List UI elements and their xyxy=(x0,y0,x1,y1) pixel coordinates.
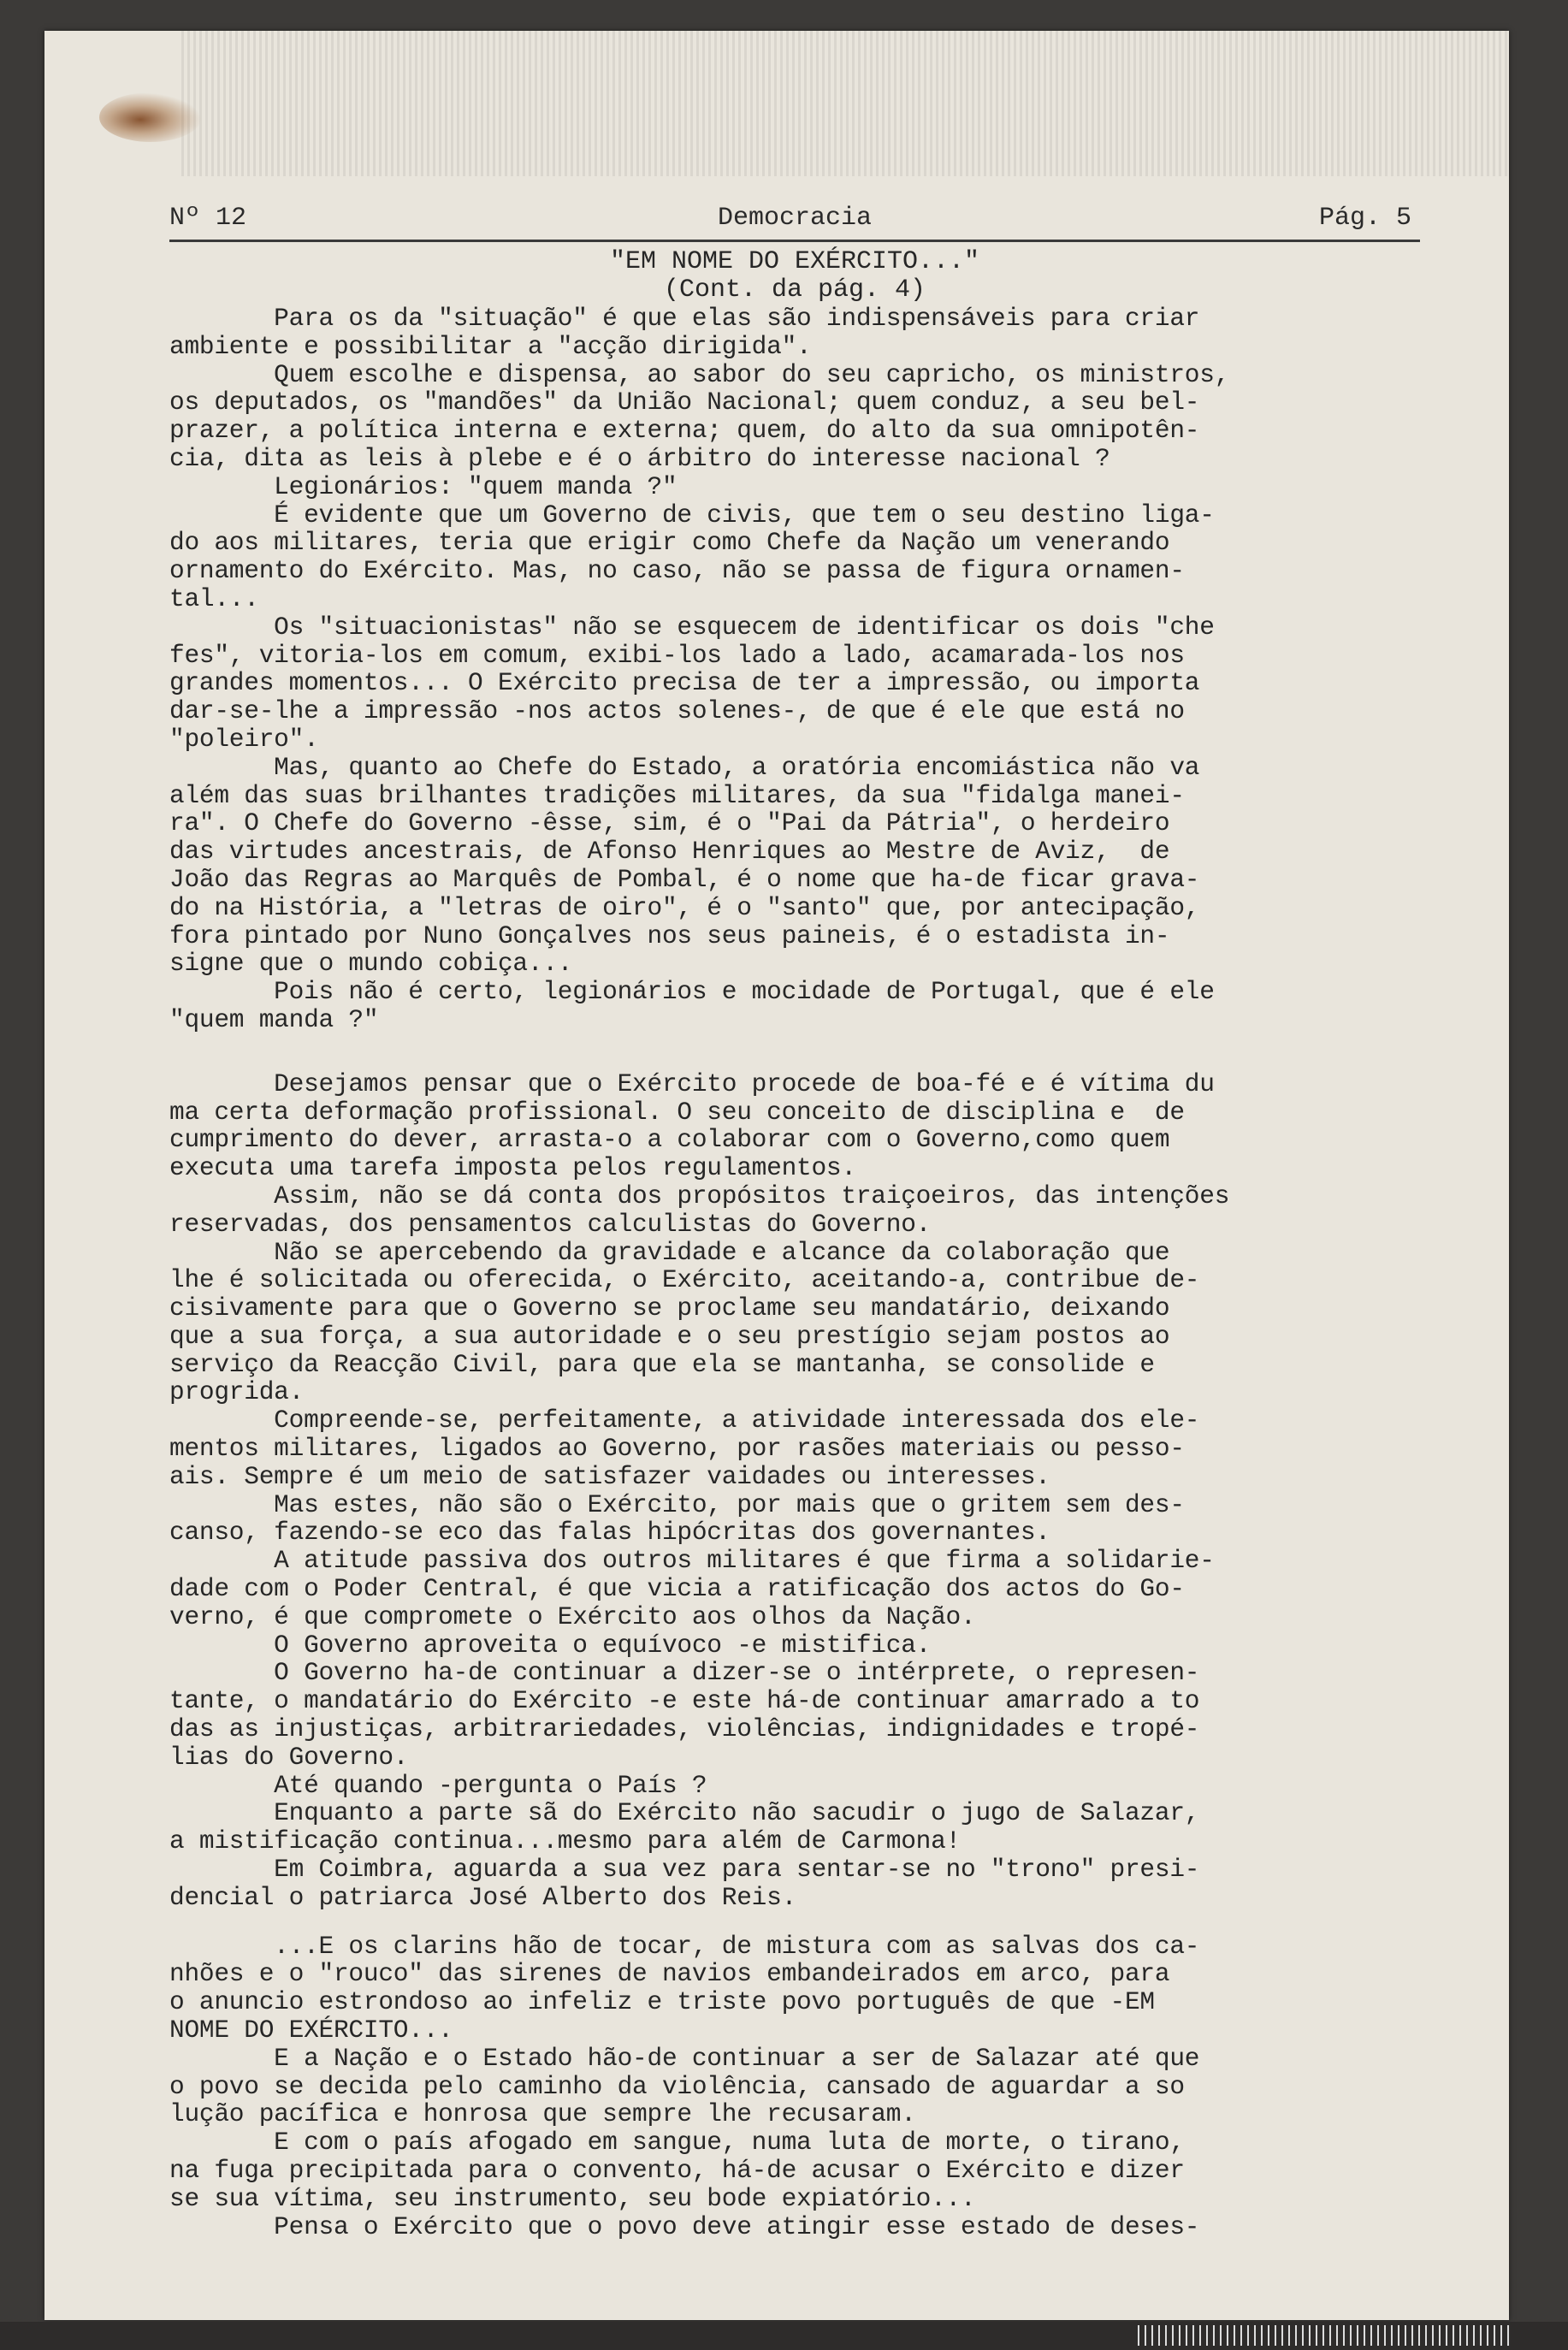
text-line: o povo se decida pelo caminho da violência, cansado de aguardar a so xyxy=(169,2071,1185,2101)
text-line: do aos militares, teria que erigir como Chefe da Nação um venerando xyxy=(169,528,1170,558)
text-line: Não se apercebendo da gravidade e alcance da colaboração que xyxy=(169,1237,1170,1267)
article-heading xyxy=(169,248,1420,305)
paragraph xyxy=(169,978,1427,1034)
text-line: ...E os clarins hão de tocar, de mistura com as salvas dos ca- xyxy=(169,1931,1200,1961)
text-line: canso, fazendo-se eco das falas hipócritas dos governantes. xyxy=(169,1518,1050,1548)
article-subtitle: (Cont. da pág. 4) xyxy=(663,275,926,305)
text-line: É evidente que um Governo de civis, que tem o seu destino liga- xyxy=(169,500,1215,530)
text-line: Desejamos pensar que o Exército procede de boa-fé e é vítima du xyxy=(169,1068,1215,1098)
text-line: A atitude passiva dos outros militares é que firma a solidarie- xyxy=(169,1546,1215,1576)
paragraph-spacer xyxy=(169,1912,1427,1933)
text-line: cumprimento do dever, arrasta-o a colaborar com o Governo,como quem xyxy=(169,1125,1170,1155)
text-line: tante, o mandatário do Exército -e este há-de continuar amarrado a to xyxy=(169,1686,1200,1716)
paragraph xyxy=(169,1772,1427,1800)
article-body xyxy=(169,305,1427,2240)
text-line: ais. Sempre é um meio de satisfazer vaidades ou interesses. xyxy=(169,1461,1050,1491)
text-line: reservadas, dos pensamentos calculistas do Governo. xyxy=(169,1209,932,1239)
text-line: das virtudes ancestrais, de Afonso Henriques ao Mestre de Aviz, de xyxy=(169,837,1170,867)
paragraph xyxy=(169,1547,1427,1631)
paragraph xyxy=(169,2128,1427,2212)
text-line: Assim, não se dá conta dos propósitos traiçoeiros, das intenções xyxy=(169,1181,1230,1211)
text-line: Os "situacionistas" não se esquecem de identificar os dois "che xyxy=(169,612,1215,642)
paragraph xyxy=(169,1239,1427,1407)
text-line: lução pacífica e honrosa que sempre lhe recusaram. xyxy=(169,2099,916,2129)
paragraph xyxy=(169,2213,1427,2241)
text-line: os deputados, os "mandões" da União Nacional; quem conduz, a seu bel- xyxy=(169,388,1200,417)
paragraph xyxy=(169,1070,1427,1182)
text-line: "poleiro". xyxy=(169,724,319,754)
text-line: ra". O Chefe do Governo -êsse, sim, é o "Pai da Pátria", o herdeiro xyxy=(169,808,1170,838)
scan-smudge xyxy=(181,31,1507,176)
text-line: O Governo ha-de continuar a dizer-se o intérprete, o represen- xyxy=(169,1658,1200,1688)
paragraph xyxy=(169,1659,1427,1771)
article-title: "EM NOME DO EXÉRCITO..." xyxy=(609,247,980,276)
text-line: serviço da Reacção Civil, para que ela se mantanha, se consolide e xyxy=(169,1349,1155,1379)
text-line: O Governo aproveita o equívoco -e mistifica. xyxy=(169,1630,932,1660)
text-line: ambiente e possibilitar a "acção dirigida". xyxy=(169,331,812,361)
text-line: fes", vitoria-los em comum, exibi-los lado a lado, acamarada-los nos xyxy=(169,640,1185,670)
scan-ruler xyxy=(1138,2325,1514,2346)
text-line: Quem escolhe e dispensa, ao sabor do seu capricho, os ministros, xyxy=(169,359,1230,389)
text-line: Compreende-se, perfeitamente, a atividade interessada dos ele- xyxy=(169,1406,1200,1435)
rust-stain xyxy=(99,92,202,142)
page-number: Pág. 5 xyxy=(1318,204,1411,233)
text-line: Mas, quanto ao Chefe do Estado, a oratória encomiástica não va xyxy=(169,752,1200,782)
text-line: Legionários: "quem manda ?" xyxy=(169,471,677,501)
text-line: progrida. xyxy=(169,1377,305,1407)
paragraph xyxy=(169,1406,1427,1490)
text-line: o anuncio estrondoso ao infeliz e triste povo português de que -EM xyxy=(169,1987,1155,2017)
paragraph xyxy=(169,501,1427,613)
text-line: grandes momentos... O Exército precisa de ter a impressão, ou importa xyxy=(169,668,1200,698)
text-line: ornamento do Exército. Mas, no caso, não se passa de figura ornamen- xyxy=(169,556,1185,586)
publication-name: Democracia xyxy=(717,204,873,233)
paragraph xyxy=(169,1491,1427,1548)
paragraph xyxy=(169,613,1427,754)
text-line: a mistificação continua...mesmo para além de Carmona! xyxy=(169,1826,962,1856)
text-line: cia, dita as leis à plebe e é o árbitro do interesse nacional ? xyxy=(169,443,1110,473)
issue-number: Nº 12 xyxy=(169,204,247,233)
text-line: Pois não é certo, legionários e mocidade de Portugal, que é ele xyxy=(169,977,1215,1007)
text-line: mentos militares, ligados ao Governo, por rasões materiais ou pesso- xyxy=(169,1434,1185,1464)
paragraph xyxy=(169,754,1427,978)
text-line: tal... xyxy=(169,583,259,613)
paragraph xyxy=(169,473,1427,501)
text-line: que a sua força, a sua autoridade e o seu prestígio sejam postos ao xyxy=(169,1321,1170,1351)
text-line: executa uma tarefa imposta pelos regulamentos. xyxy=(169,1153,856,1183)
text-line: além das suas brilhantes tradições militares, da sua "fidalga manei- xyxy=(169,780,1185,810)
text-line: Em Coimbra, aguarda a sua vez para sentar-se no "trono" presi- xyxy=(169,1855,1200,1885)
text-line: na fuga precipitada para o convento, há-de acusar o Exército e dizer xyxy=(169,2156,1185,2185)
text-line: nhões e o "rouco" das sirenes de navios embandeirados em arco, para xyxy=(169,1959,1170,1989)
text-line: dar-se-lhe a impressão -nos actos solenes-, de que é ele que está no xyxy=(169,696,1185,726)
paragraph xyxy=(169,1182,1427,1239)
paragraph xyxy=(169,361,1427,473)
text-line: NOME DO EXÉRCITO... xyxy=(169,2016,453,2045)
paragraph xyxy=(169,305,1427,361)
text-line: E a Nação e o Estado hão-de continuar a ser de Salazar até que xyxy=(169,2043,1200,2073)
text-line: ma certa deformação profissional. O seu conceito de disciplina e de xyxy=(169,1097,1185,1127)
text-line: do na História, a "letras de oiro", é o "santo" que, por antecipação, xyxy=(169,892,1200,922)
text-line: prazer, a política interna e externa; quem, do alto da sua omnipotên- xyxy=(169,416,1200,446)
text-line: Para os da "situação" é que elas são indispensáveis para criar xyxy=(169,304,1200,333)
text-line: E com o país afogado em sangue, numa luta de morte, o tirano, xyxy=(169,2128,1185,2158)
paragraph-spacer xyxy=(169,1034,1427,1070)
text-line: signe que o mundo cobiça... xyxy=(169,949,573,979)
paragraph xyxy=(169,2045,1427,2128)
text-line: das as injustiças, arbitrariedades, violências, indignidades e tropé- xyxy=(169,1714,1200,1744)
paragraph xyxy=(169,1799,1427,1856)
text-line: "quem manda ?" xyxy=(169,1004,379,1034)
paragraph xyxy=(169,1933,1427,2045)
text-line: lhe é solicitada ou oferecida, o Exército, aceitando-a, contribue de- xyxy=(169,1265,1200,1295)
text-line: João das Regras ao Marquês de Pombal, é o nome que ha-de ficar grava- xyxy=(169,864,1200,894)
text-line: se sua vítima, seu instrumento, seu bode expiatório... xyxy=(169,2183,976,2213)
text-line: Mas estes, não são o Exército, por mais que o gritem sem des- xyxy=(169,1489,1185,1519)
text-line: Enquanto a parte sã do Exército não sacudir o jugo de Salazar, xyxy=(169,1798,1200,1828)
text-line: dade com o Poder Central, é que vicia a ratificação dos actos do Go- xyxy=(169,1574,1185,1604)
text-line: lias do Governo. xyxy=(169,1742,409,1772)
paragraph xyxy=(169,1856,1427,1912)
text-line: verno, é que compromete o Exército aos olhos da Nação. xyxy=(169,1601,976,1631)
text-line: cisivamente para que o Governo se proclame seu mandatário, deixando xyxy=(169,1293,1170,1323)
text-line: dencial o patriarca José Alberto dos Reis. xyxy=(169,1882,797,1912)
text-line: Até quando -pergunta o País ? xyxy=(169,1770,707,1800)
text-line: Pensa o Exército que o povo deve atingir esse estado de deses- xyxy=(169,2211,1200,2241)
page-header xyxy=(169,198,1420,242)
text-line: fora pintado por Nuno Gonçalves nos seus paineis, é o estadista in- xyxy=(169,920,1170,950)
paragraph xyxy=(169,1631,1427,1660)
